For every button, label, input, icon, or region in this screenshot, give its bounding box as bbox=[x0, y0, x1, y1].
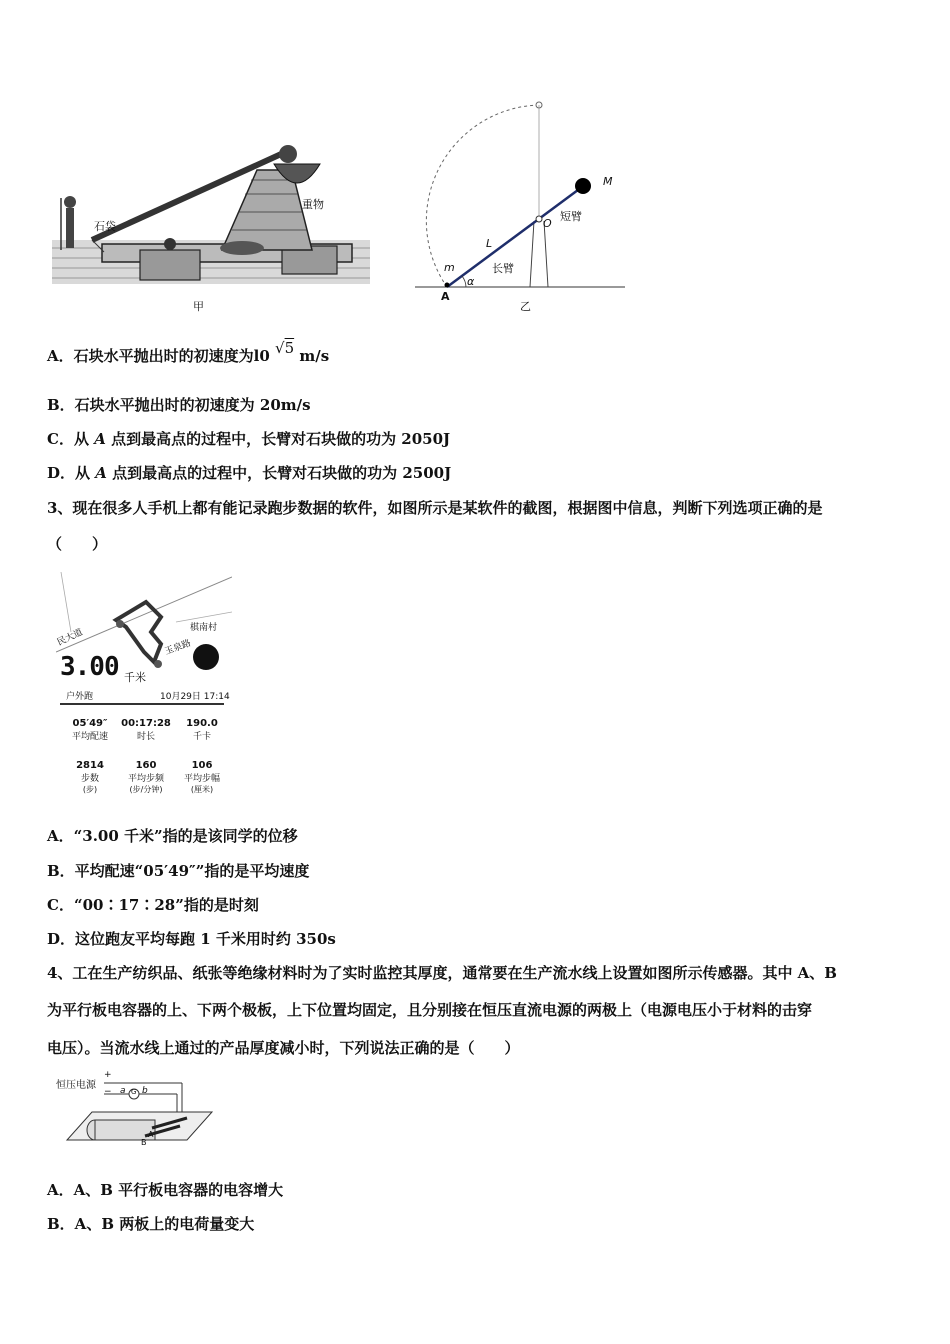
catapult-figure bbox=[52, 140, 372, 320]
long-arm-label: 长臂 bbox=[492, 262, 514, 275]
label-O: O bbox=[543, 217, 552, 230]
stat-value: 2814 bbox=[76, 760, 104, 771]
q3-option-b: B．平均配速“05′49″”指的是平均速度 bbox=[47, 862, 310, 880]
stat-label: 平均步频 bbox=[127, 774, 164, 784]
G-label: G bbox=[131, 1088, 137, 1096]
road-label: 民大道 bbox=[55, 627, 85, 649]
figure-yi-caption: 乙 bbox=[520, 300, 531, 313]
stat-cell bbox=[174, 718, 230, 742]
stone-bag-label: 石袋 bbox=[94, 220, 116, 233]
lever-diagram bbox=[410, 95, 635, 320]
short-arm-label: 短臂 bbox=[560, 210, 582, 223]
run-mode: 户外跑 bbox=[66, 692, 94, 702]
stat-value: 00:17:28 bbox=[121, 718, 171, 729]
stat-label: 步数 bbox=[80, 774, 99, 784]
stat-label: 平均步幅 bbox=[183, 774, 220, 784]
running-app-screenshot bbox=[56, 572, 232, 802]
q4-stem-line2: 为平行板电容器的上、下两个极板，上下位置均固定，且分别接在恒压直流电源的两极上（电源电压小于材料的击穿 bbox=[47, 1001, 813, 1019]
stat-cell bbox=[174, 760, 230, 795]
plate-B-label: B bbox=[141, 1138, 147, 1147]
stat-unit: (步) bbox=[82, 785, 98, 794]
distance-unit: 千米 bbox=[124, 671, 146, 684]
village-label: 棋南村 bbox=[190, 623, 218, 633]
plus-sign: + bbox=[104, 1070, 112, 1080]
q4-stem-line1: 4、工在生产纺织品、纸张等绝缘材料时为了实时监控其厚度，通常要在生产流水线上设置如图所示传感器。其中 A、B bbox=[47, 964, 837, 982]
sensor-figure bbox=[52, 1070, 222, 1150]
minus-sign: − bbox=[104, 1087, 112, 1097]
run-datetime: 10月29日 17:14 bbox=[160, 692, 230, 702]
label-alpha: α bbox=[467, 275, 475, 288]
q4-stem-line3: 电压）。当流水线上通过的产品厚度减小时，下列说法正确的是（ ） bbox=[47, 1039, 520, 1057]
label-m: m bbox=[444, 261, 455, 274]
lever-drawing bbox=[410, 95, 635, 320]
divider bbox=[60, 703, 224, 705]
q4-option-b: B．A、B 两板上的电荷量变大 bbox=[47, 1215, 255, 1233]
distance-value: 3.00 bbox=[60, 652, 119, 682]
stat-value: 106 bbox=[191, 760, 213, 771]
a-label: a bbox=[120, 1086, 126, 1096]
q3-bracket: （ ） bbox=[47, 535, 108, 553]
stat-cell bbox=[118, 760, 174, 795]
stat-cell bbox=[118, 718, 174, 742]
stat-value: 05′49″ bbox=[72, 718, 108, 729]
b-label: b bbox=[142, 1086, 148, 1096]
q3-option-a: A．“3.00 千米”指的是该同学的位移 bbox=[47, 827, 298, 845]
figure-jia-caption: 甲 bbox=[193, 300, 204, 313]
stat-cell bbox=[62, 760, 118, 795]
sqrt-symbol: √5 bbox=[275, 339, 295, 357]
stat-label: 平均配速 bbox=[71, 732, 108, 742]
weight-label: 重物 bbox=[302, 198, 324, 211]
label-M: M bbox=[603, 175, 613, 188]
stat-value: 190.0 bbox=[186, 718, 218, 729]
q3-option-c: C．“00∶17∶28”指的是时刻 bbox=[47, 896, 259, 914]
stat-unit: (步/分钟) bbox=[129, 785, 163, 794]
label-L: L bbox=[486, 237, 493, 250]
stat-unit: (厘米) bbox=[190, 785, 214, 794]
q2-option-c: C．从 A 点到最高点的过程中，长臂对石块做的功为 2050J bbox=[47, 430, 451, 448]
q3-option-d: D．这位跑友平均每跑 1 千米用时约 350s bbox=[47, 930, 336, 948]
stat-label: 时长 bbox=[136, 732, 155, 742]
q3-stem: 3、现在很多人手机上都有能记录跑步数据的软件，如图所示是某软件的截图，根据图中信息，判断下列选项正确的是 bbox=[47, 499, 823, 517]
q2-option-a: A．石块水平抛出时的初速度为l0 √5 m/s bbox=[47, 339, 330, 365]
plate-A-label: A bbox=[148, 1130, 154, 1139]
q4-option-a: A．A、B 平行板电容器的电容增大 bbox=[47, 1181, 284, 1199]
road2-label: 玉泉路 bbox=[163, 638, 193, 658]
stat-value: 160 bbox=[135, 760, 157, 771]
q2-option-b: B．石块水平抛出时的初速度为 20m/s bbox=[47, 396, 311, 414]
label-A: A bbox=[441, 290, 450, 303]
stat-cell bbox=[62, 718, 118, 742]
source-label: 恒压电源 bbox=[56, 1080, 96, 1091]
q2-option-d: D．从 A 点到最高点的过程中，长臂对石块做的功为 2500J bbox=[47, 464, 452, 482]
stat-label: 千卡 bbox=[192, 732, 211, 742]
